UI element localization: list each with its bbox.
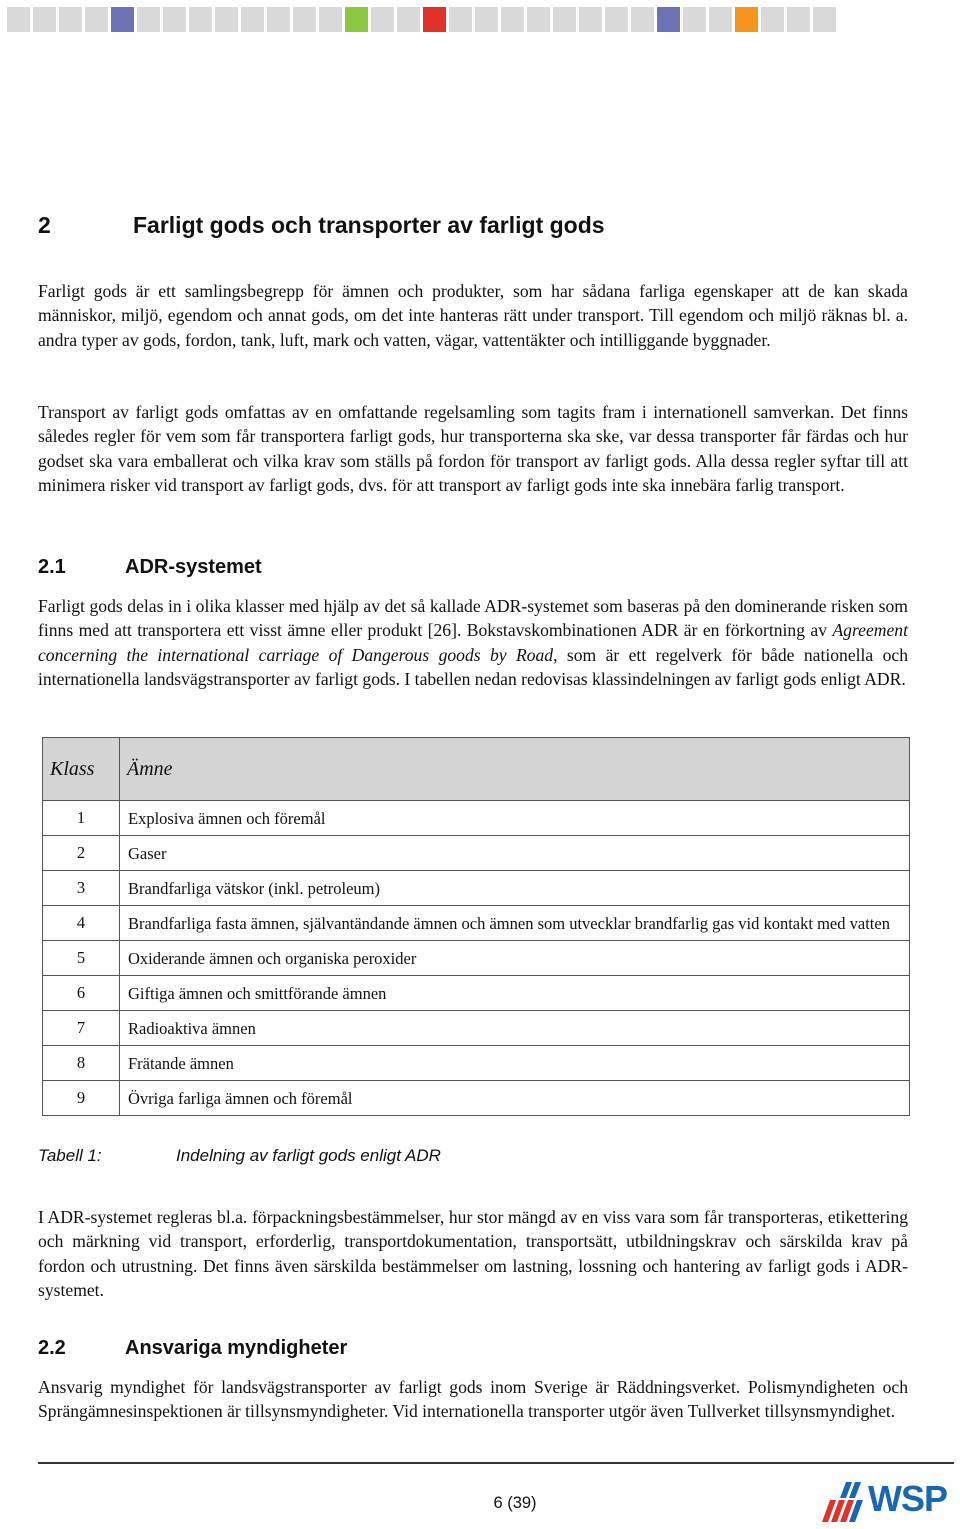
table-row bbox=[43, 801, 910, 836]
strip-square bbox=[397, 7, 420, 32]
class-number: 1 bbox=[43, 801, 120, 836]
strip-square bbox=[371, 7, 394, 32]
strip-square bbox=[267, 7, 290, 32]
strip-square bbox=[605, 7, 628, 32]
strip-square bbox=[137, 7, 160, 32]
strip-square bbox=[345, 7, 368, 32]
class-number: 2 bbox=[43, 836, 120, 871]
class-number: 4 bbox=[43, 906, 120, 941]
strip-square bbox=[631, 7, 654, 32]
table-row bbox=[43, 871, 910, 906]
strip-square bbox=[449, 7, 472, 32]
strip-square bbox=[787, 7, 810, 32]
strip-square bbox=[189, 7, 212, 32]
strip-square bbox=[761, 7, 784, 32]
strip-square bbox=[319, 7, 342, 32]
adr-paragraph bbox=[38, 594, 908, 691]
strip-square bbox=[7, 7, 30, 32]
section-title: Farligt gods och transporter av farligt gods bbox=[133, 212, 605, 238]
strip-square bbox=[735, 7, 758, 32]
caption-text: Indelning av farligt gods enligt ADR bbox=[176, 1146, 441, 1165]
regulation-paragraph: Transport av farligt gods omfattas av en omfattande regelsamling som tagits fram i internationell samverkan. Det finns således regler för vem som får transportera farligt gods, hur transporterna ska ske, var dessa transporter får färdas och hur godset ska vara emballerat och vilka krav som ställs på fordon för transport av farligt gods. Alla dessa regler syftar till att minimera risker vid transport av farligt gods, dvs. för att transport av farligt gods inte ska innebära farlig transport. bbox=[38, 402, 908, 495]
class-description: Explosiva ämnen och föremål bbox=[120, 801, 910, 836]
strip-square bbox=[59, 7, 82, 32]
class-description: Brandfarliga fasta ämnen, självantändande ämnen och ämnen som utvecklar brandfarlig gas vid kontakt med vatten bbox=[120, 906, 910, 941]
strip-square bbox=[579, 7, 602, 32]
class-description: Gaser bbox=[120, 836, 910, 871]
class-description: Giftiga ämnen och smittförande ämnen bbox=[120, 976, 910, 1011]
class-description: Brandfarliga vätskor (inkl. petroleum) bbox=[120, 871, 910, 906]
section-heading bbox=[38, 212, 605, 239]
strip-square bbox=[709, 7, 732, 32]
strip-square bbox=[657, 7, 680, 32]
strip-square bbox=[501, 7, 524, 32]
strip-square bbox=[293, 7, 316, 32]
header-color-strip bbox=[7, 7, 960, 32]
class-number: 9 bbox=[43, 1081, 120, 1116]
header-klass: Klass bbox=[43, 738, 120, 801]
class-number: 7 bbox=[43, 1011, 120, 1046]
table-row bbox=[43, 1081, 910, 1116]
strip-square bbox=[33, 7, 56, 32]
strip-square bbox=[163, 7, 186, 32]
class-number: 5 bbox=[43, 941, 120, 976]
table-row bbox=[43, 941, 910, 976]
strip-square bbox=[423, 7, 446, 32]
subsection-number: 2.2 bbox=[38, 1337, 66, 1359]
footer-divider bbox=[38, 1462, 954, 1464]
subsection-heading-authorities bbox=[38, 1337, 347, 1360]
adr-text-start: Farligt gods delas in i olika klasser med hjälp av det så kallade ADR-systemet som baseras på den dominerande risken som finns med att transportera ett visst ämne eller produkt [26]. Bokstavskombinationen ADR är en förkortning av bbox=[38, 596, 908, 641]
class-description: Radioaktiva ämnen bbox=[120, 1011, 910, 1046]
wsp-logo bbox=[820, 1478, 960, 1524]
page-number: 6 (39) bbox=[493, 1494, 537, 1512]
adr-class-table bbox=[42, 737, 910, 1116]
strip-square bbox=[241, 7, 264, 32]
class-number: 3 bbox=[43, 871, 120, 906]
table-header-row bbox=[43, 738, 910, 801]
strip-square bbox=[85, 7, 108, 32]
wsp-logo-mark-icon bbox=[820, 1478, 868, 1524]
strip-square bbox=[683, 7, 706, 32]
authorities-paragraph: Ansvarig myndighet för landsvägstransporter av farligt gods inom Sverige är Räddningsverket. Polismyndigheten och Sprängämnesinspektionen är tillsynsmyndigheter. Vid internationella transporter utgör även Tullverket tillsynsmyndighet. bbox=[38, 1377, 908, 1422]
subsection-title: ADR-systemet bbox=[125, 556, 262, 578]
table-row bbox=[43, 1046, 910, 1081]
class-number: 8 bbox=[43, 1046, 120, 1081]
strip-square bbox=[215, 7, 238, 32]
subsection-number: 2.1 bbox=[38, 556, 66, 578]
class-description: Frätande ämnen bbox=[120, 1046, 910, 1081]
strip-square bbox=[527, 7, 550, 32]
table-caption bbox=[38, 1146, 441, 1166]
table-row bbox=[43, 1011, 910, 1046]
subsection-heading-adr bbox=[38, 556, 262, 579]
intro-paragraph: Farligt gods är ett samlingsbegrepp för ämnen och produkter, som har sådana farliga egenskaper att de kan skada människor, miljö, egendom och annat gods, om det inte hanteras rätt under transport. Till egendom och miljö räknas bl. a. andra typer av gods, fordon, tank, luft, mark och vatten, vägar, vattentäkter och intilliggande byggnader. bbox=[38, 281, 908, 350]
wsp-logo-text: WSP bbox=[868, 1478, 948, 1519]
class-description: Övriga farliga ämnen och föremål bbox=[120, 1081, 910, 1116]
section-number: 2 bbox=[38, 212, 51, 238]
table-row bbox=[43, 836, 910, 871]
subsection-title: Ansvariga myndigheter bbox=[125, 1337, 348, 1359]
adr-regulations-paragraph: I ADR-systemet regleras bl.a. förpackningsbestämmelser, hur stor mängd av en viss vara som får transporteras, etikettering och märkning vid transport, erforderlig, transportdokumentation, transportsätt, utbildningskrav och särskilda krav på fordon och utrustning. Det finns även särskilda bestämmelser om lastning, lossning och hantering av farligt gods i ADR-systemet. bbox=[38, 1207, 908, 1300]
class-number: 6 bbox=[43, 976, 120, 1011]
table-row bbox=[43, 906, 910, 941]
table-row bbox=[43, 976, 910, 1011]
header-amne: Ämne bbox=[120, 738, 910, 801]
adr-acronym-expansion: Agreement concerning the international carriage of Dangerous goods by Road bbox=[38, 620, 908, 665]
strip-square bbox=[111, 7, 134, 32]
class-description: Oxiderande ämnen och organiska peroxider bbox=[120, 941, 910, 976]
strip-square bbox=[813, 7, 836, 32]
adr-text-end: , som är ett regelverk för både nationella och internationella landsvägstransporter av farligt gods. I tabellen nedan redovisas klassindelningen av farligt gods enligt ADR. bbox=[38, 644, 908, 689]
strip-square bbox=[475, 7, 498, 32]
strip-square bbox=[553, 7, 576, 32]
caption-label: Tabell 1: bbox=[38, 1146, 102, 1165]
